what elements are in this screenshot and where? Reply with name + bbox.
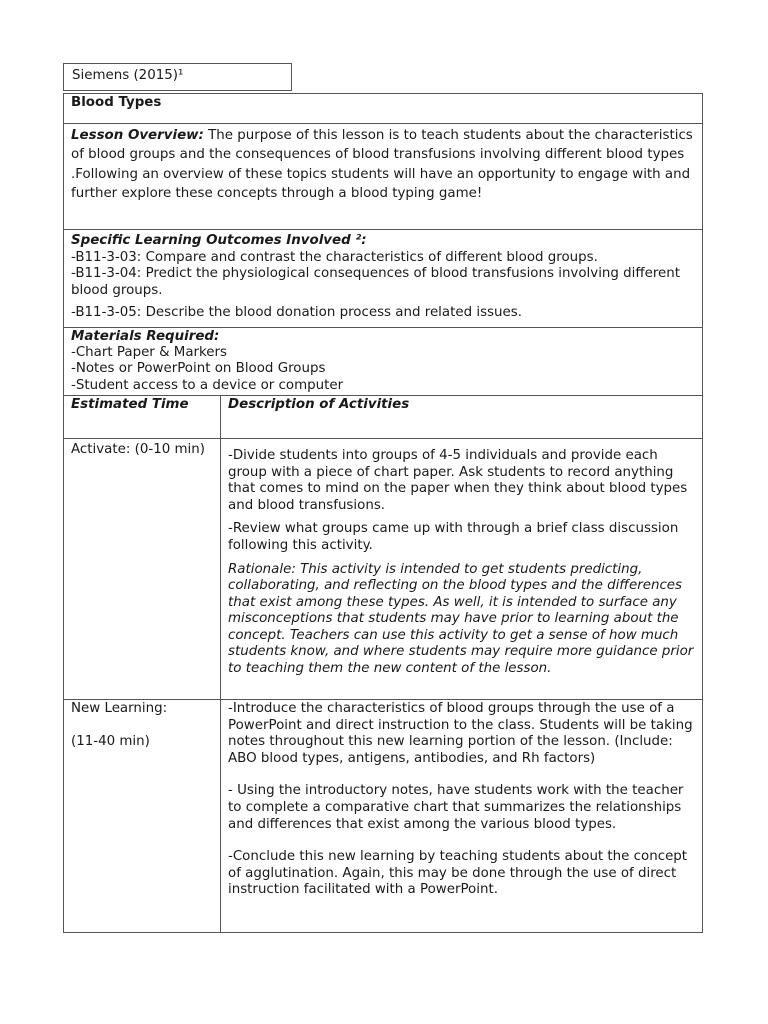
material-item: -Chart Paper & Markers xyxy=(71,345,228,361)
lesson-title: Blood Types xyxy=(71,95,162,110)
outcome-item: -B11-3-05: Describe the blood donation process and related issues. xyxy=(71,305,522,321)
new-learning-time: (11-40 min) xyxy=(71,733,150,749)
citation-text: Siemens (2015)¹ xyxy=(72,68,184,83)
outcomes-label: Specific Learning Outcomes Involved ²: xyxy=(71,233,367,248)
schedule-header-row xyxy=(64,396,702,439)
new-learning-paragraph: -Introduce the characteristics of blood groups through the use of a PowerPoint and direct instruction to the class. Students will be taking notes throughout this new learning portion of the lesson. (Include: ABO blood types, antigens, antibodies, and Rh factors) xyxy=(228,701,693,766)
activate-time: Activate: (0-10 min) xyxy=(71,442,205,457)
overview-label: Lesson Overview: xyxy=(71,128,204,143)
outcome-item: -B11-3-04: Predict the physiological consequences of blood transfusions involving different blood groups. xyxy=(71,266,681,298)
overview-row xyxy=(64,124,702,230)
activities-column-header: Description of Activities xyxy=(228,397,410,412)
material-item: -Notes or PowerPoint on Blood Groups xyxy=(71,361,326,377)
title-row xyxy=(64,94,702,124)
activate-paragraph: -Review what groups came up with through a brief class discussion following this activity. xyxy=(228,521,679,553)
outcome-item: -B11-3-03: Compare and contrast the characteristics of different blood groups. xyxy=(71,249,598,265)
new-learning-paragraph: - Using the introductory notes, have students work with the teacher to complete a comparative chart that summarizes the relationships and differences that exist among the various blood types. xyxy=(228,783,684,832)
material-item: -Student access to a device or computer xyxy=(71,377,344,393)
time-column-header: Estimated Time xyxy=(71,397,189,412)
new-learning-paragraph: -Conclude this new learning by teaching students about the concept of agglutination. Again, this may be done through the use of direct instruction facilitated with a PowerPoint. xyxy=(228,849,688,898)
activate-paragraph: -Divide students into groups of 4-5 individuals and provide each group with a piece of chart paper. Ask students to record anything that comes to mind on the paper when they think about blood types and blood transfusions. xyxy=(228,448,688,513)
new-learning-label: New Learning: xyxy=(71,701,168,716)
materials-row xyxy=(64,328,702,396)
activate-rationale: Rationale: This activity is intended to get students predicting, collaborating, and reflecting on the blood types and the differences that exist among these types. As well, it is intended to surface any misconceptions that students may have prior to learning about the concept. Teachers can use this activity to get a sense of how much students know, and where students may require more guidance prior to teaching them the new content of the lesson. xyxy=(228,561,694,676)
materials-label: Materials Required: xyxy=(71,329,220,344)
overview-text: The purpose of this lesson is to teach students about the characteristics of blood groups and the consequences of blood transfusions involving different blood types .Following an overview of these topics students will have an opportunity to engage with and further explore these concepts through a blood typing game! xyxy=(71,128,693,201)
outcomes-row xyxy=(64,230,702,328)
new-learning-row xyxy=(64,700,702,932)
lesson-plan-table xyxy=(63,93,703,933)
citation-box xyxy=(63,63,292,91)
activate-row xyxy=(64,439,702,700)
